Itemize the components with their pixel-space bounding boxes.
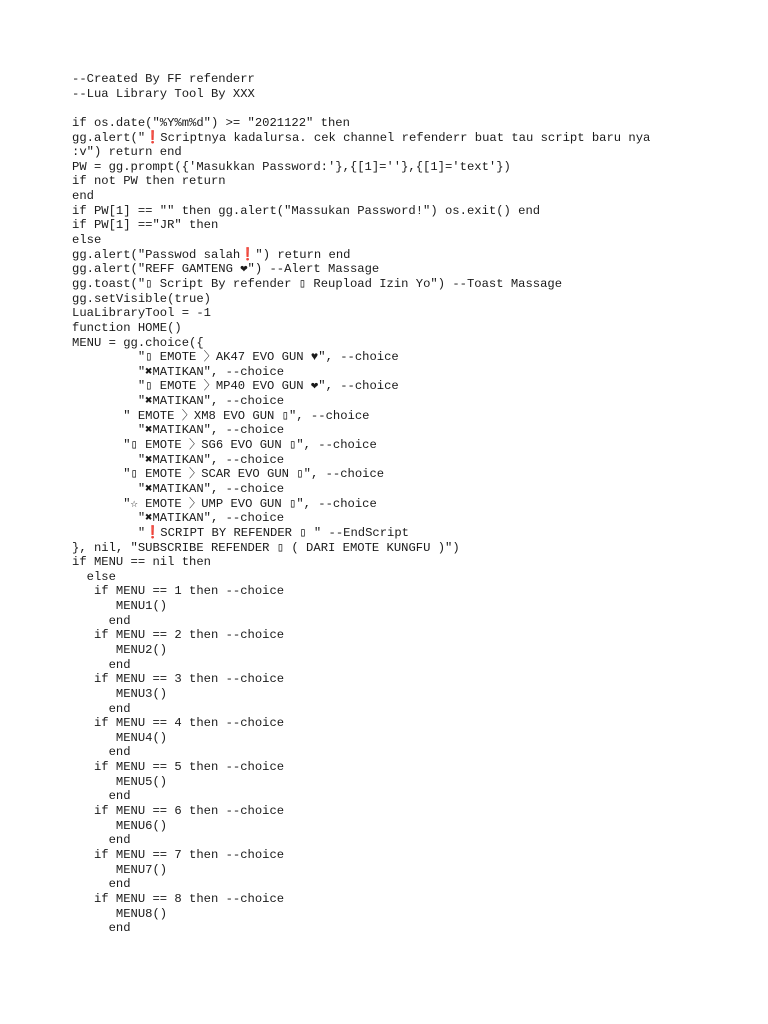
code-line: "✖MATIKAN", --choice [72, 394, 285, 409]
code-line: "▯ EMOTE 〉MP40 EVO GUN ❤", --choice [72, 379, 399, 394]
code-line: end [72, 189, 94, 204]
code-line: }, nil, "SUBSCRIBE REFENDER ▯ ( DARI EMOTE KUNGFU )") [72, 540, 460, 555]
code-line: "▯ EMOTE 〉AK47 EVO GUN ♥", --choice [72, 350, 399, 365]
code-line: --Lua Library Tool By XXX [72, 86, 255, 101]
code-line: MENU8() [72, 906, 168, 921]
code-line: "❗SCRIPT BY REFENDER ▯ " --EndScript [72, 525, 410, 540]
code-line: "✖MATIKAN", --choice [72, 452, 285, 467]
code-line: end [72, 657, 131, 672]
code-line: MENU6() [72, 818, 168, 833]
code-line: --Created By FF refenderr [72, 72, 255, 86]
code-line: "✖MATIKAN", --choice [72, 423, 285, 438]
code-line: end [72, 745, 131, 760]
code-line: if MENU == 6 then --choice [72, 804, 285, 819]
code-line: gg.alert("❗Scriptnya kadalursa. cek channel refenderr buat tau script baru nya [72, 130, 651, 145]
code-line: end [72, 701, 131, 716]
code-line: LuaLibraryTool = -1 [72, 306, 211, 321]
code-line: "☆ EMOTE 〉UMP EVO GUN ▯", --choice [72, 496, 377, 511]
code-line: if MENU == 1 then --choice [72, 584, 285, 599]
code-line: if not PW then return [72, 174, 226, 189]
code-line: :v") return end [72, 145, 182, 160]
code-line: end [72, 833, 131, 848]
code-line: gg.alert("Passwod salah❗") return end [72, 247, 351, 262]
code-line: if MENU == 7 then --choice [72, 847, 285, 862]
code-line: end [72, 921, 131, 936]
code-line: PW = gg.prompt({'Masukkan Password:'},{[1]=''},{[1]='text'}) [72, 159, 511, 174]
code-line: "▯ EMOTE 〉SCAR EVO GUN ▯", --choice [72, 467, 385, 482]
code-line: "✖MATIKAN", --choice [72, 481, 285, 496]
code-line: MENU = gg.choice({ [72, 335, 204, 350]
code-line: else [72, 233, 102, 248]
code-line: gg.toast("▯ Script By refender ▯ Reupload Izin Yo") --Toast Massage [72, 276, 563, 291]
code-line: "✖MATIKAN", --choice [72, 511, 285, 526]
code-line: "✖MATIKAN", --choice [72, 364, 285, 379]
code-line: MENU1() [72, 599, 168, 614]
code-line: if MENU == 3 then --choice [72, 672, 285, 687]
code-line [72, 101, 650, 116]
code-line: end [72, 877, 131, 892]
code-line: end [72, 613, 131, 628]
code-line: MENU7() [72, 862, 168, 877]
code-line: if MENU == 4 then --choice [72, 716, 285, 731]
code-line: if MENU == nil then [72, 555, 211, 570]
code-line: " EMOTE 〉XM8 EVO GUN ▯", --choice [72, 408, 370, 423]
code-line: if os.date("%Y%m%d") >= "2021122" then [72, 115, 350, 130]
code-line: if MENU == 2 then --choice [72, 628, 285, 643]
code-line: function HOME() [72, 320, 182, 335]
code-line: MENU3() [72, 686, 168, 701]
code-line: if MENU == 8 then --choice [72, 891, 285, 906]
code-line: gg.setVisible(true) [72, 291, 211, 306]
code-line: else [72, 569, 116, 584]
code-line: end [72, 789, 131, 804]
code-line: if MENU == 5 then --choice [72, 760, 285, 775]
code-line: if PW[1] == "" then gg.alert("Massukan Password!") os.exit() end [72, 203, 541, 218]
code-line: MENU4() [72, 730, 168, 745]
code-line: MENU2() [72, 642, 168, 657]
code-line: gg.alert("REFF GAMTENG ❤") --Alert Massage [72, 262, 380, 277]
code-line: "▯ EMOTE 〉SG6 EVO GUN ▯", --choice [72, 438, 377, 453]
lua-script-code-block [72, 72, 650, 936]
code-line: if PW[1] =="JR" then [72, 218, 219, 233]
code-line: MENU5() [72, 774, 168, 789]
